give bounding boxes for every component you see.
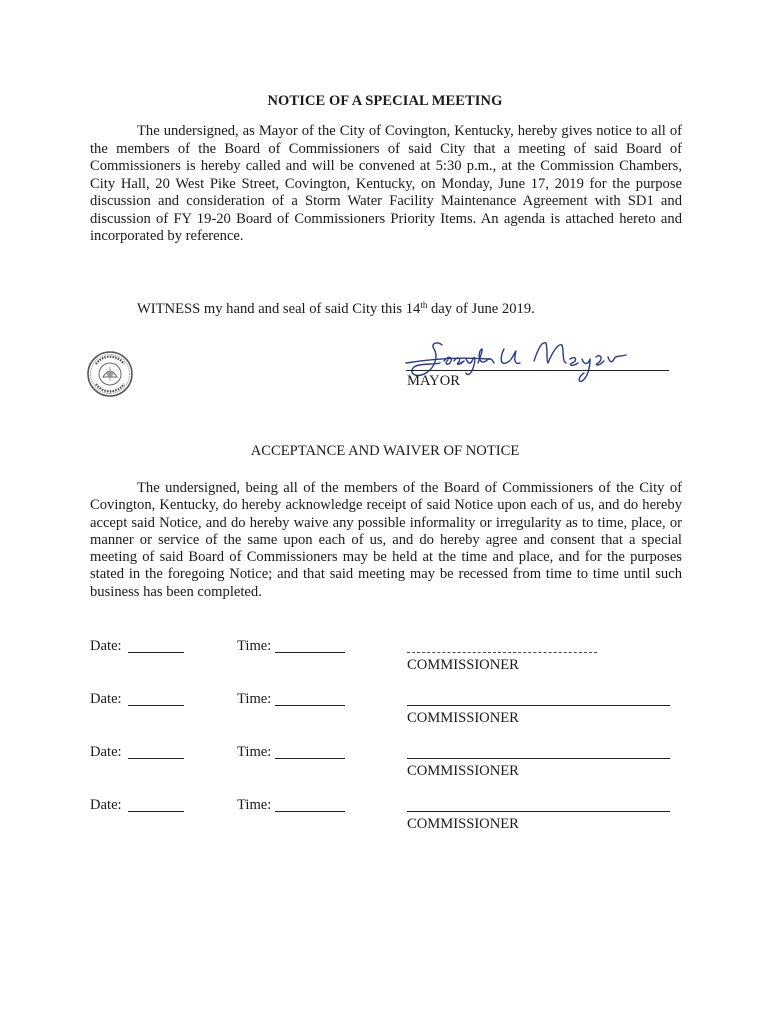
date-label: Date:	[90, 638, 122, 654]
commissioner-signature-row	[90, 638, 690, 678]
commissioner-label: COMMISSIONER	[407, 763, 519, 779]
date-blank[interactable]	[128, 705, 184, 706]
commissioner-signature-line[interactable]	[407, 705, 670, 706]
mayor-signature-line	[406, 370, 669, 371]
date-label: Date:	[90, 797, 122, 813]
acceptance-title: ACCEPTANCE AND WAIVER OF NOTICE	[250, 443, 520, 459]
date-label: Date:	[90, 744, 122, 760]
commissioner-signature-line[interactable]	[407, 652, 597, 653]
time-blank[interactable]	[275, 652, 345, 653]
date-blank[interactable]	[128, 811, 184, 812]
time-label: Time:	[237, 638, 272, 654]
commissioner-signature-line[interactable]	[407, 811, 670, 812]
city-seal-icon	[86, 350, 134, 398]
commissioner-label: COMMISSIONER	[407, 710, 519, 726]
time-blank[interactable]	[275, 811, 345, 812]
time-label: Time:	[237, 797, 272, 813]
mayor-label: MAYOR	[407, 373, 460, 389]
time-label: Time:	[237, 744, 272, 760]
commissioner-label: COMMISSIONER	[407, 657, 519, 673]
time-label: Time:	[237, 691, 272, 707]
witness-day-suffix: th	[420, 300, 428, 310]
notice-body: The undersigned, as Mayor of the City of Covington, Kentucky, hereby gives notice to all of the members of the Board of Commissioners of said City that a meeting of said Board of Commissioners is hereby called and will be convened at 5:30 p.m., at the Commission Chambers, City Hall, 20 West Pike Street, Covington, Kentucky, on Monday, June 17, 2019 for the purpose discussion and consideration of a Storm Water Facility Maintenance Agreement with SD1 and discussion of FY 19-20 Board of Commissioners Priority Items. An agenda is attached hereto and incorporated by reference.	[90, 123, 682, 244]
witness-statement	[137, 300, 535, 318]
date-label: Date:	[90, 691, 122, 707]
commissioner-label: COMMISSIONER	[407, 816, 519, 832]
witness-text-after: day of June 2019.	[427, 301, 535, 317]
time-blank[interactable]	[275, 758, 345, 759]
signature-text: Joseph U Meyer	[400, 387, 407, 388]
notice-title: NOTICE OF A SPECIAL MEETING	[267, 93, 503, 109]
time-blank[interactable]	[275, 705, 345, 706]
commissioner-signature-row	[90, 797, 690, 837]
commissioner-signature-row	[90, 691, 690, 731]
date-blank[interactable]	[128, 652, 184, 653]
commissioner-signature-row	[90, 744, 690, 784]
commissioner-signature-line[interactable]	[407, 758, 670, 759]
date-blank[interactable]	[128, 758, 184, 759]
witness-text-before: WITNESS my hand and seal of said City this 14	[137, 301, 421, 317]
acceptance-body: The undersigned, being all of the members of the Board of Commissioners of the City of Covington, Kentucky, do hereby acknowledge receipt of said Notice upon each of us, and do hereby accept said Notice, and do hereby waive any possible informality or irregularity as to time, place, or manner or service of the same upon each of us, and do hereby agree and consent that a special meeting of said Board of Commissioners may be held at the time and place, and for the purposes stated in the foregoing Notice; and that said meeting may be recessed from time to time until such business has been completed.	[90, 480, 682, 600]
